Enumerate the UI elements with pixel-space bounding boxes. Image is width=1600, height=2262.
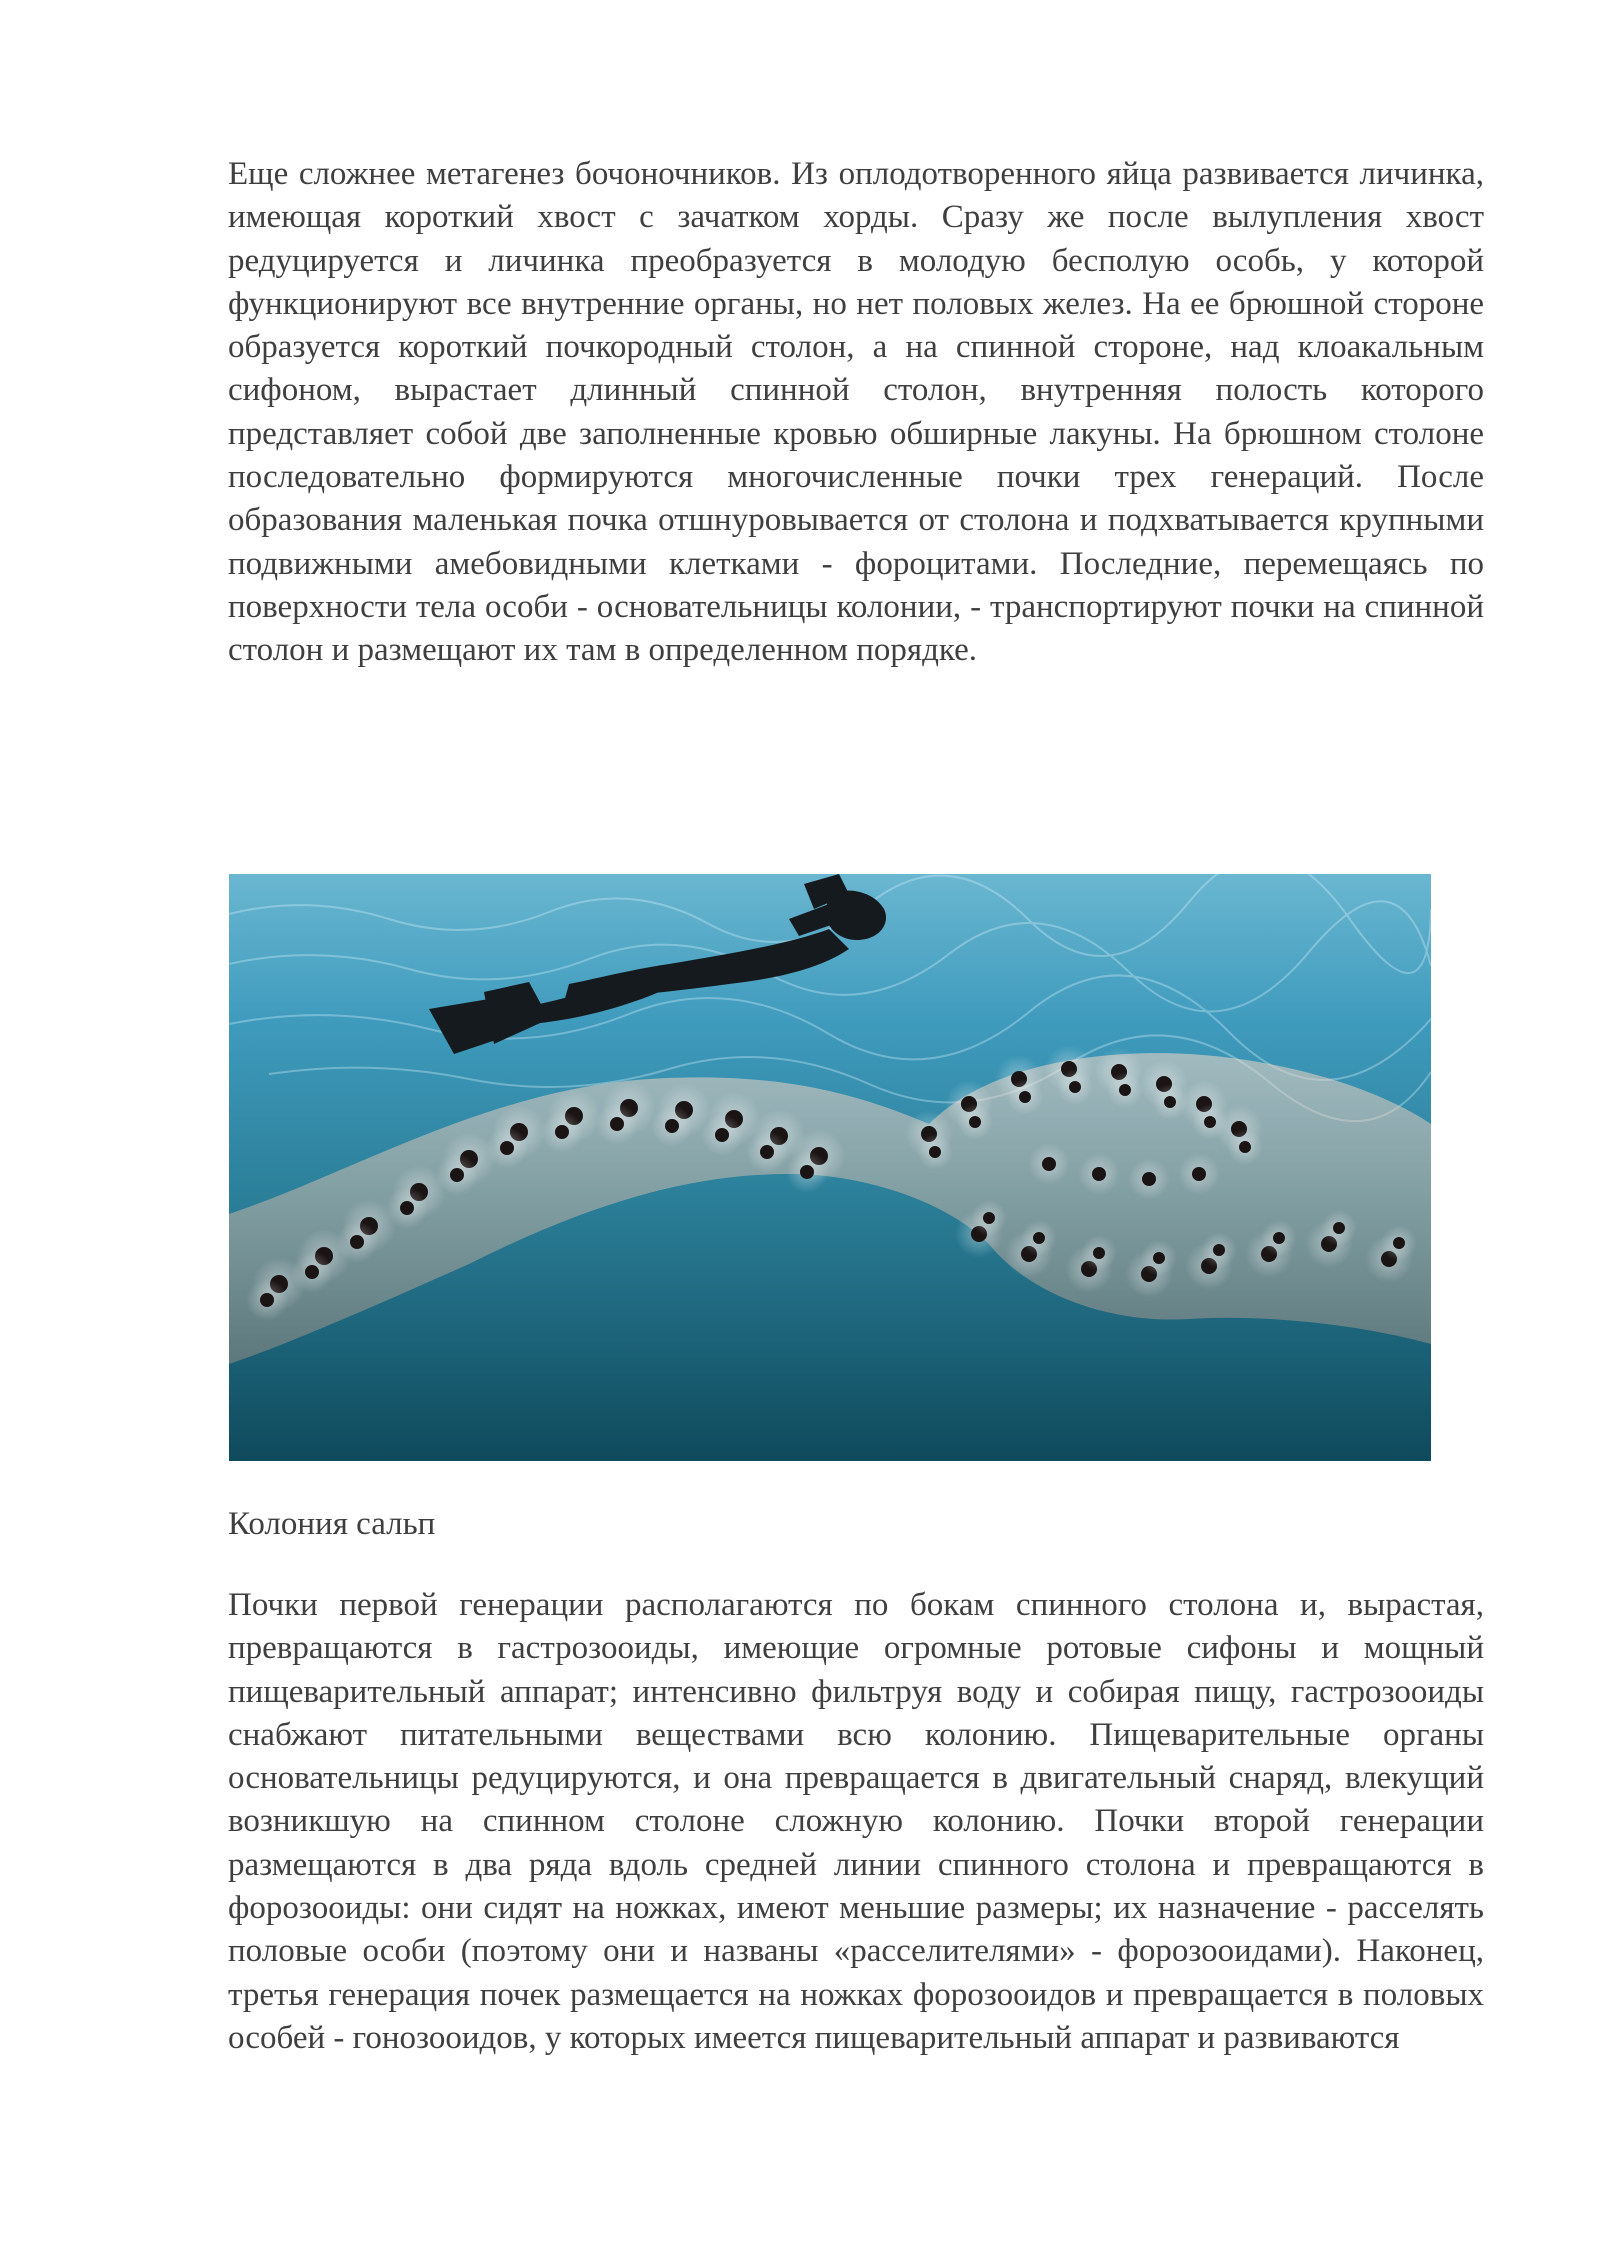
zooid-dot [1393,1237,1405,1249]
zooid-dot [1204,1116,1216,1128]
salp-colony-photo [229,874,1431,1461]
zooid-dot [1033,1232,1045,1244]
zooid-dot [1119,1084,1131,1096]
body-paragraph-2: Почки первой генерации располагаются по бокам спинного столона и, вырастая, превращаются в гастрозооиды, имеющие огромные ротовые сифоны и мощный пищеварительный аппарат; интенсивно фильтруя воду и собирая пищу, гастрозооиды снабжают питательными веществами всю колонию. Пищеварительные органы основательницы редуцируются, и она превращается в двигательный снаряд, влекущий возникшую на спинном столоне сложную колонию. Почки второй генерации размещаются в два ряда вдоль средней линии спинного столона и превращаются в форозооиды: они сидят на ножках, имеют меньшие размеры; их назначение - расселять половые особи (поэтому они и названы «расселителями» - форозооидами). Наконец, третья генерация почек размещается на ножках форозооидов и превращается в половых особей - гонозооидов, у которых имеется пищеварительный аппарат и развиваются [228,1587,1484,2056]
figure-caption: Колония сальп [228,1506,436,1542]
zooid-dot [715,1128,729,1142]
zooid-dot [1069,1081,1081,1093]
zooid-dot [1019,1091,1031,1103]
zooid-dot [1042,1157,1056,1171]
zooid-dot [1142,1172,1156,1186]
zooid-dot [1333,1222,1345,1234]
zooid-dot [305,1265,319,1279]
zooid-dot [1092,1167,1106,1181]
zooid-dot [1192,1167,1206,1181]
zooid-dot [983,1212,995,1224]
zooid-dot [500,1141,514,1155]
zooid-dot [350,1235,364,1249]
zooid-dot [1093,1247,1105,1259]
zooid-dot [800,1165,814,1179]
zooid-dot [760,1145,774,1159]
zooid-dot [555,1125,569,1139]
zooid-dot [260,1293,274,1307]
zooid-dot [1153,1252,1165,1264]
zooid-dot [610,1117,624,1131]
zooid-dot [665,1119,679,1133]
salp-colony-underwater-image [229,874,1431,1461]
zooid-dot [1239,1141,1251,1153]
zooid-dot [450,1168,464,1182]
zooid-dot [969,1116,981,1128]
zooid-dot [1273,1232,1285,1244]
zooid-dot [400,1201,414,1215]
body-paragraph-1: Еще сложнее метагенез бочоночников. Из оплодотворенного яйца развивается личинка, имеющая короткий хвост с зачатком хорды. Сразу же после вылупления хвост редуцируется и личинка преобразуется в молодую бесполую особь, у которой функционируют все внутренние органы, но нет половых желез. На ее брюшной стороне образуется короткий почкородный столон, а на спинной стороне, над клоакальным сифоном, вырастает длинный спинной столон, внутренняя полость которого представляет собой две заполненные кровью обширные лакуны. На брюшном столоне последовательно формируются многочисленные почки трех генераций. После образования маленькая почка отшнуровывается от столона и подхватывается крупными подвижными амебовидными клетками - фороцитами. Последние, перемещаясь по поверхности тела особи - основательницы колонии, - транспортируют почки на спинной столон и размещают их там в определенном порядке. [228,156,1484,669]
zooid-dot [1164,1096,1176,1108]
zooid-dot [1213,1244,1225,1256]
zooid-dot [929,1146,941,1158]
